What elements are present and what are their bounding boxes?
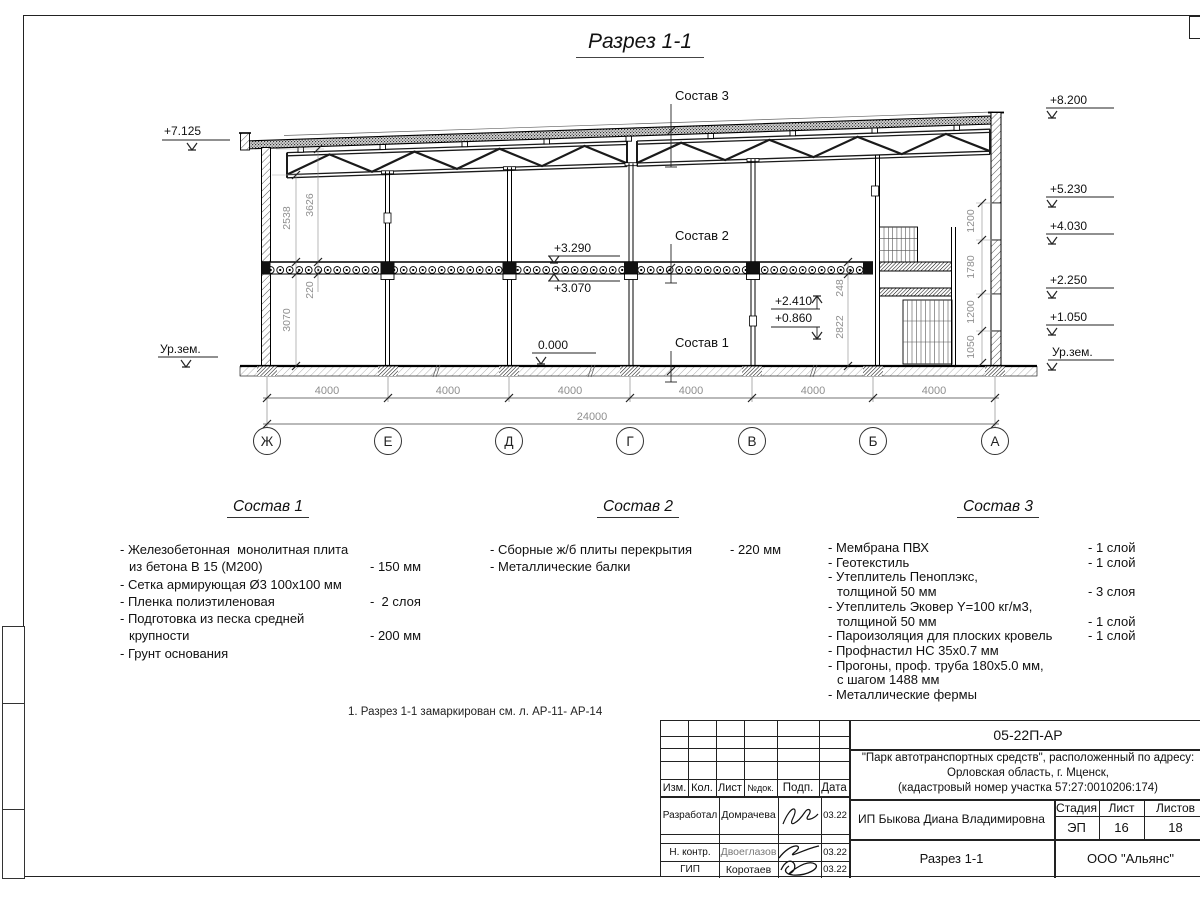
- comp3-row-value: - 1 слой: [1088, 554, 1136, 570]
- wall-left: [262, 148, 271, 367]
- leader-sostav3-label: Состав 3: [675, 88, 729, 103]
- comp3-row-value: - 1 слой: [1088, 540, 1136, 555]
- note-text: 1. Разрез 1-1 замаркирован см. л. АР-11- АР-14: [348, 706, 603, 718]
- composition-3-list: [828, 541, 1168, 703]
- tb-stage-label: Стадия: [1056, 800, 1097, 815]
- comp3-row-value: - 1 слой: [1088, 628, 1136, 644]
- tb-stage-value: ЭП: [1067, 820, 1086, 835]
- tb-header-doc: №док.: [747, 782, 774, 793]
- dim-220: 220: [304, 281, 316, 299]
- dim-2822: 2822: [834, 315, 846, 339]
- composition-1-list: [120, 541, 440, 662]
- dim-3626: 3626: [304, 193, 316, 217]
- dim-bay-2: 4000: [435, 385, 461, 397]
- dim-bay-4: 4000: [678, 385, 704, 397]
- floor-slab: [262, 262, 874, 280]
- elev-2250-label: +2.250: [1050, 273, 1088, 287]
- titleblock: [660, 720, 1200, 877]
- comp1-row-text: - Подготовка из песка средней: [120, 611, 305, 627]
- tb-project-line-1: "Парк автотранспортных средств", расположенный по адресу:: [861, 752, 1195, 764]
- drawing-title-text: Разрез 1-1: [576, 30, 704, 58]
- composition-2-title: Состав 2: [488, 498, 788, 516]
- tb-header-sign: Подп.: [782, 781, 814, 794]
- bottom-dimensions: [263, 377, 999, 428]
- axis-bubbles: [254, 428, 1009, 455]
- comp2-row-value: - 220 мм: [730, 542, 782, 557]
- axis-label-d: Д: [504, 434, 514, 449]
- ground-level-left-label: Ур.зем.: [160, 342, 201, 356]
- elev-4030-label: +4.030: [1050, 219, 1088, 233]
- axis-label-v: В: [747, 434, 757, 449]
- axis-label-e: Е: [383, 434, 393, 449]
- elev-0860-label: +0.860: [775, 311, 813, 325]
- dim-1200-a: 1200: [965, 209, 977, 233]
- comp3-row-value: - 3 слоя: [1088, 584, 1136, 600]
- axis-label-g: Г: [626, 434, 634, 449]
- tb-doc-title: Разрез 1-1: [919, 851, 984, 866]
- tb-date-gip: 03.22: [823, 863, 847, 875]
- composition-3-title: Состав 3: [838, 498, 1158, 516]
- tb-role-gip: ГИП: [680, 864, 700, 875]
- columns: [382, 155, 880, 366]
- elev-0000-label: 0.000: [538, 338, 569, 352]
- dim-bay-6: 4000: [921, 385, 947, 397]
- ground-level-right-label: Ур.зем.: [1052, 345, 1093, 359]
- tb-role-developer: Разработал: [662, 809, 718, 821]
- comp3-row-text: - Прогоны, проф. труба 180х5.0 мм,: [828, 657, 1044, 673]
- tb-header-kol: Кол.: [691, 781, 713, 794]
- dim-1780: 1780: [965, 255, 977, 279]
- tb-role-ncontrol: Н. контр.: [669, 846, 711, 858]
- tb-company: ООО "Альянс": [1087, 851, 1174, 866]
- tb-name-ncontrol: Двоеглазов: [720, 846, 777, 858]
- staircase: [880, 227, 956, 366]
- comp1-row-text: - Сетка армирующая Ø3 100х100 мм: [120, 576, 342, 592]
- tb-sheets-label: Листов: [1156, 800, 1195, 815]
- elev-7125-label: +7.125: [164, 124, 202, 138]
- comp3-row-text: - Мембрана ПВХ: [828, 540, 929, 555]
- comp1-row-text: крупности: [129, 628, 190, 644]
- composition-1-title: Состав 1: [118, 498, 418, 516]
- comp1-row-text: - Пленка полиэтиленовая: [120, 593, 275, 609]
- comp3-row-text: толщиной 50 мм: [837, 613, 937, 629]
- tb-date-ncontrol: 03.22: [823, 846, 847, 858]
- tb-name-developer: Домрачева: [721, 809, 776, 821]
- comp3-row-text: с шагом 1488 мм: [837, 672, 940, 688]
- comp3-row-text: - Пароизоляция для плоских кровель: [828, 628, 1053, 644]
- comp3-row-value: - 1 слой: [1088, 613, 1136, 629]
- tb-project-line-3: (кадастровый номер участка 57:27:0010206:174): [897, 782, 1159, 794]
- tb-header-izm: Изм.: [662, 781, 687, 794]
- comp3-row-text: - Профнастил НС 35х0.7 мм: [828, 642, 999, 658]
- dim-total-24000: 24000: [576, 411, 608, 423]
- tb-client: ИП Быкова Диана Владимировна: [858, 812, 1045, 826]
- dim-bay-3: 4000: [557, 385, 583, 397]
- comp1-row-text: - Грунт основания: [120, 645, 229, 661]
- tb-project-line-2: Орловская область, г. Мценск,: [947, 767, 1109, 779]
- margin-box-1: [2, 626, 25, 705]
- margin-box-3: [2, 809, 25, 879]
- comp1-row-value: - 200 мм: [370, 628, 422, 644]
- dim-1050: 1050: [965, 335, 977, 359]
- comp1-row-text: из бетона В 15 (М200): [129, 559, 263, 575]
- signature-gip: [771, 840, 827, 878]
- comp3-row-text: толщиной 50 мм: [837, 584, 937, 600]
- tb-date-developer: 03.22: [823, 809, 847, 821]
- dim-3070: 3070: [281, 308, 293, 332]
- tb-sheet-label: Лист: [1108, 800, 1135, 815]
- comp1-row-value: - 150 мм: [370, 559, 422, 575]
- comp3-row-text: - Геотекстиль: [828, 554, 910, 570]
- leader-sostav1-label: Состав 1: [675, 335, 729, 350]
- signature-developer: [777, 798, 823, 834]
- elev-1050-label: +1.050: [1050, 310, 1088, 324]
- elev-3290-label: +3.290: [554, 241, 592, 255]
- axis-label-a: А: [990, 434, 1000, 449]
- elev-2410-label: +2.410: [775, 294, 813, 308]
- dim-bay-5: 4000: [800, 385, 826, 397]
- axis-label-zh: Ж: [260, 434, 274, 449]
- comp1-row-text: - Железобетонная монолитная плита: [120, 542, 349, 557]
- tb-header-list: Лист: [718, 781, 742, 794]
- dim-bay-1: 4000: [314, 385, 340, 397]
- ground-slab: [240, 365, 1037, 377]
- comp2-row-text: - Сборные ж/б плиты перекрытия: [490, 542, 693, 557]
- margin-box-2: [2, 703, 25, 811]
- dim-2538: 2538: [281, 206, 293, 230]
- leader-sostav2-label: Состав 2: [675, 228, 729, 243]
- tb-name-gip: Коротаев: [725, 863, 772, 876]
- comp1-row-value: - 2 слоя: [370, 593, 421, 609]
- tb-sheet-value: 16: [1114, 820, 1129, 835]
- dim-1200-b: 1200: [965, 300, 977, 324]
- elev-5230-label: +5.230: [1050, 182, 1088, 196]
- composition-2-list: [490, 541, 810, 576]
- comp3-row-text: - Утеплитель Эковер Y=100 кг/м3,: [828, 598, 1033, 614]
- dim-248: 248: [834, 279, 846, 297]
- elev-8200-label: +8.200: [1050, 93, 1088, 107]
- elev-3070-label: +3.070: [554, 281, 592, 295]
- comp3-row-text: - Утеплитель Пеноплэкс,: [828, 569, 978, 585]
- tb-sheets-value: 18: [1168, 820, 1183, 835]
- tb-header-date: Дата: [821, 781, 847, 794]
- wall-right: [991, 113, 1001, 367]
- axis-label-b: Б: [868, 434, 878, 449]
- comp3-row-text: - Металлические фермы: [828, 687, 977, 703]
- comp2-row-text: - Металлические балки: [490, 559, 631, 575]
- tb-document-code: 05-22П-АР: [993, 727, 1063, 743]
